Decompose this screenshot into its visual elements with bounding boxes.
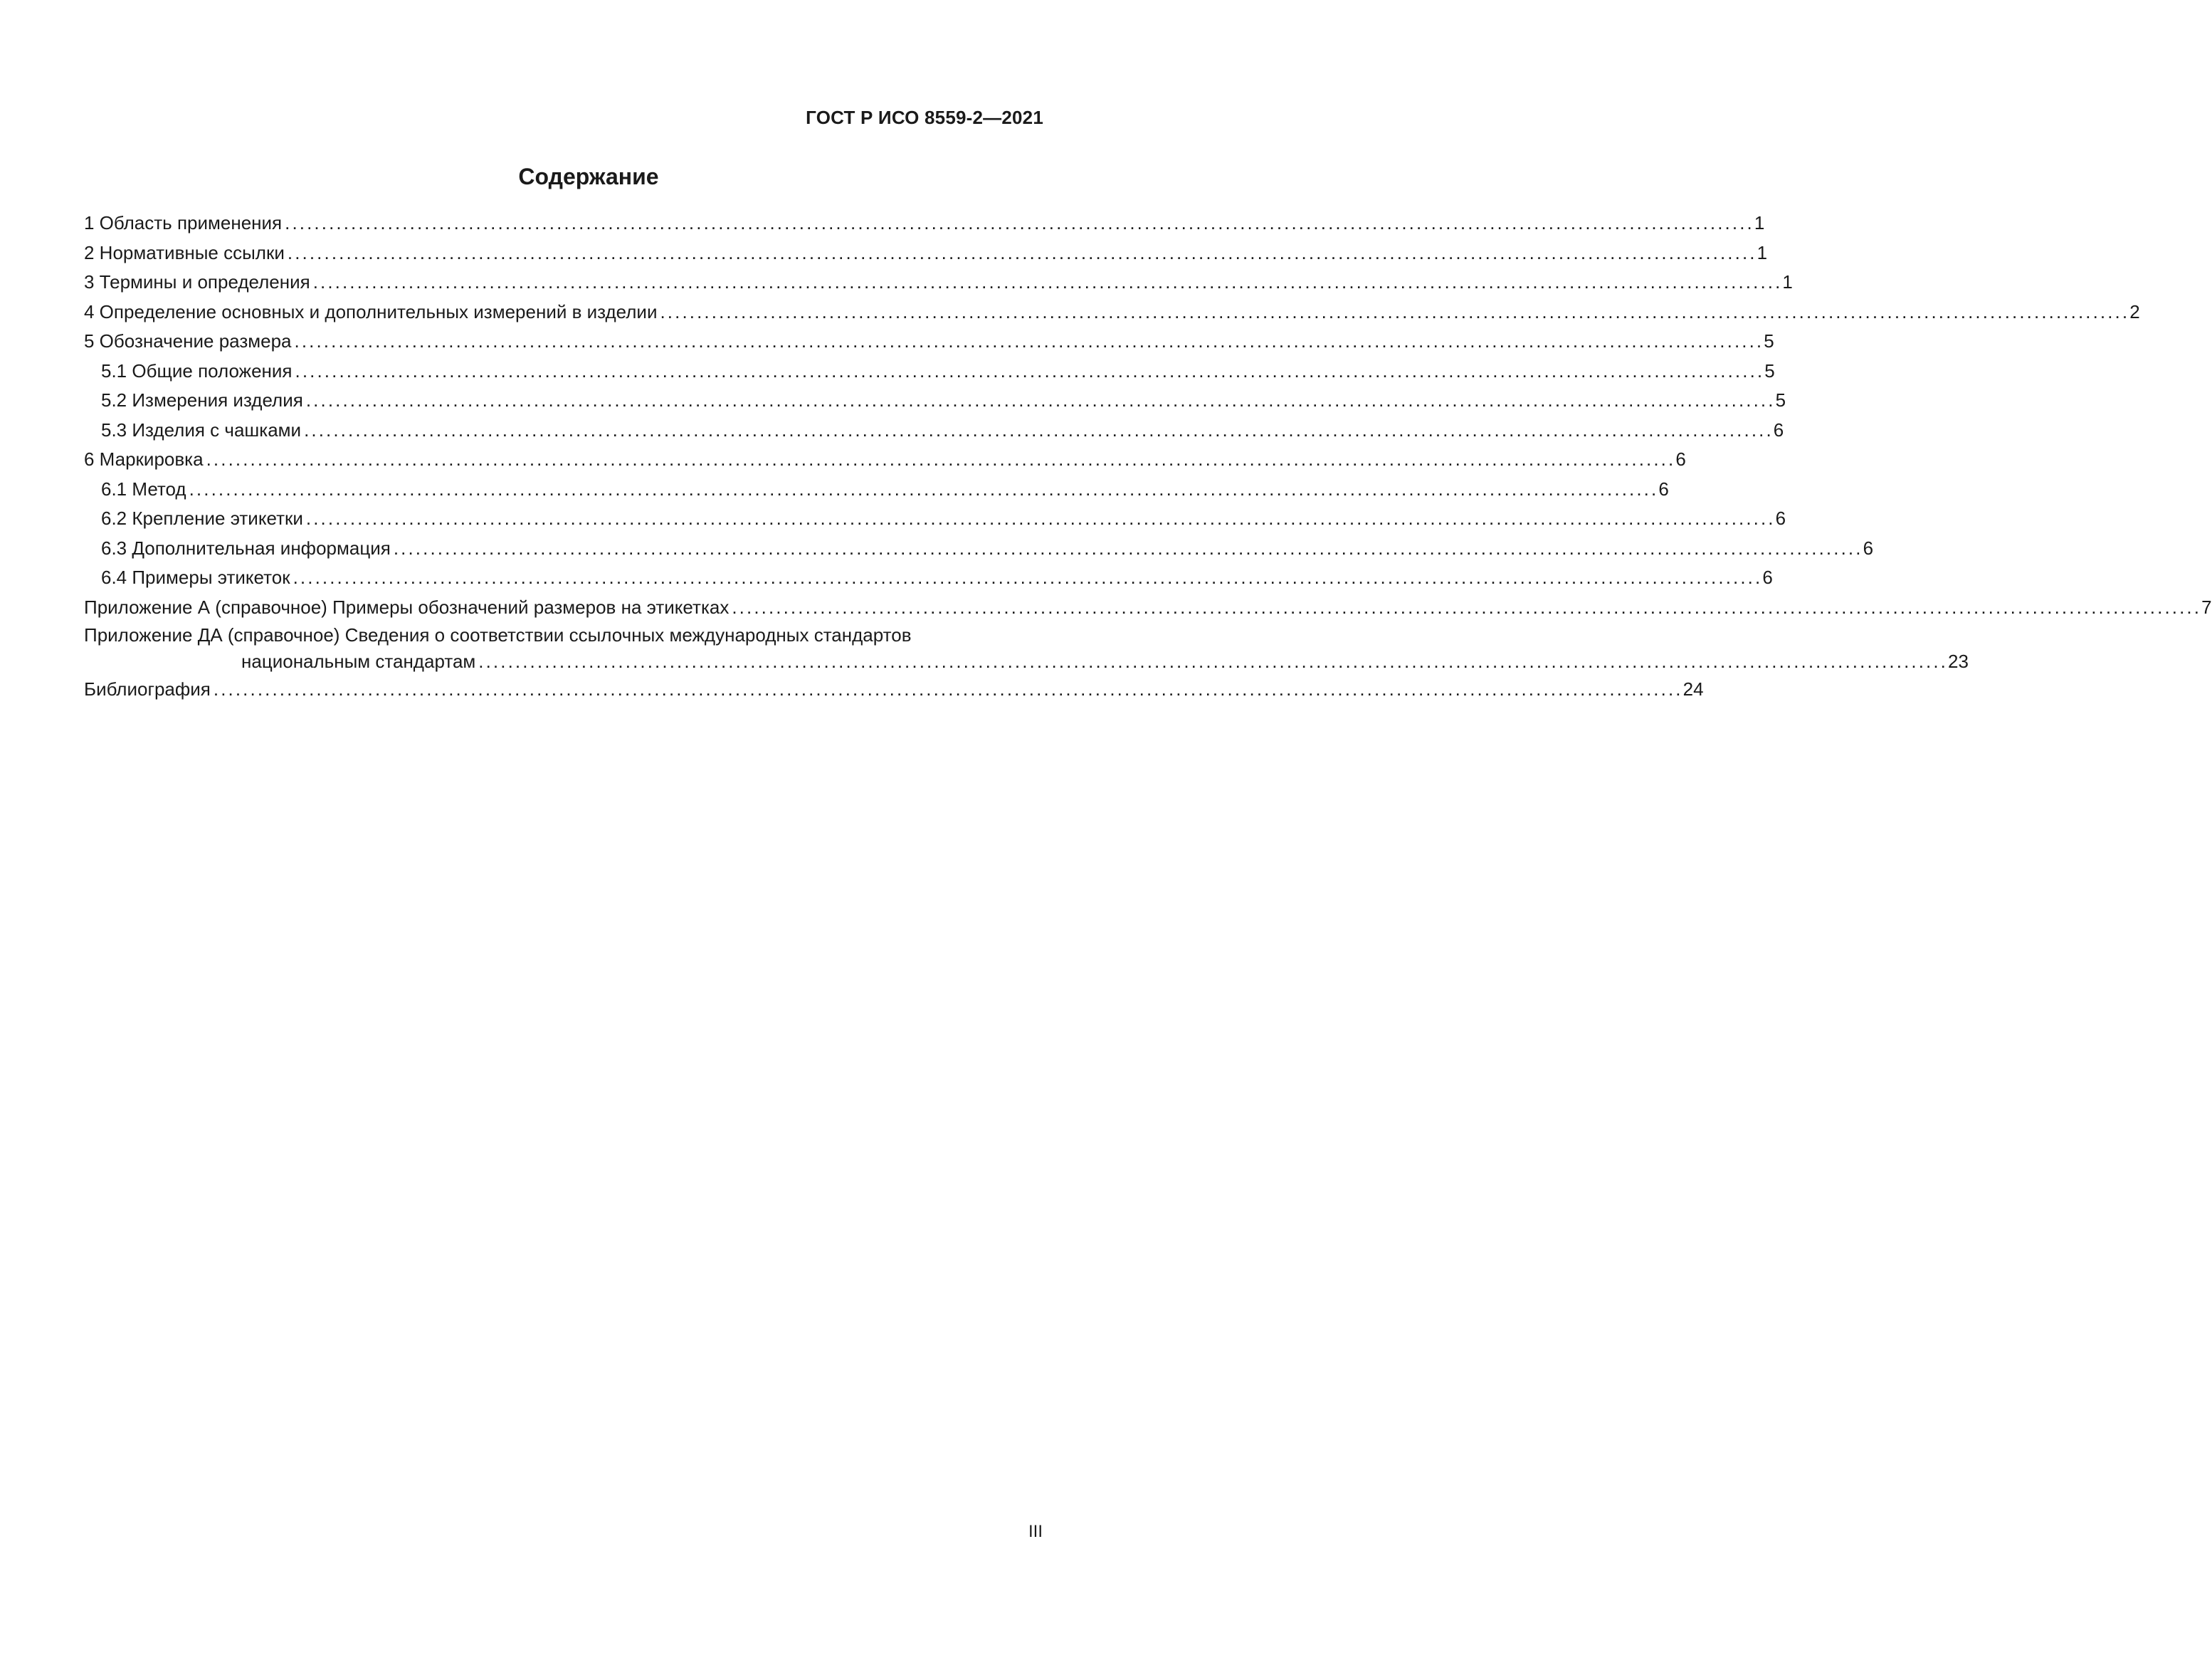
toc-entry-page: 5 <box>1764 330 1774 352</box>
leader-dots: ........................................................................................................................................................................................................ <box>287 241 1757 263</box>
toc-entry-label: 5.3 Изделия с чашками <box>101 419 302 441</box>
toc-entry-page: 6 <box>1863 537 1874 559</box>
table-of-contents <box>84 209 2212 705</box>
toc-entry-label: 6.4 Примеры этикеток <box>101 567 290 588</box>
toc-entry-label-line1: Приложение ДА (справочное) Сведения о соответствии ссылочных международных стандартов <box>84 624 912 646</box>
toc-entry-label: Библиография <box>84 678 211 700</box>
toc-entry-label: 4 Определение основных и дополнительных измерений в изделии <box>84 300 658 322</box>
toc-subentry[interactable] <box>84 534 1874 564</box>
toc-entry-annex-da[interactable] <box>84 622 1969 675</box>
leader-dots: ........................................................................................................................................................................................................ <box>660 300 2130 322</box>
toc-entry-bibliography[interactable] <box>84 675 1704 705</box>
toc-subentry[interactable] <box>84 563 1773 593</box>
toc-entry[interactable] <box>84 327 1774 357</box>
leader-dots: ........................................................................................................................................................................................................ <box>305 389 1776 411</box>
toc-subentry[interactable] <box>84 386 1786 416</box>
toc-entry-page: 6 <box>1773 419 1784 441</box>
leader-dots: ........................................................................................................................................................................................................ <box>304 419 1774 441</box>
toc-entry-page: 6 <box>1762 567 1773 588</box>
leader-dots: ........................................................................................................................................................................................................ <box>189 478 1659 500</box>
leader-dots: ........................................................................................................................................................................................................ <box>293 567 1763 588</box>
toc-entry-page: 5 <box>1775 389 1786 411</box>
toc-subentry[interactable] <box>84 416 1784 446</box>
toc-entry-page: 6 <box>1775 508 1786 529</box>
toc-entry-label: 6.3 Дополнительная информация <box>101 537 391 559</box>
toc-entry-label: 6 Маркировка <box>84 448 204 470</box>
leader-dots: ........................................................................................................................................................................................................ <box>393 537 1863 559</box>
toc-entry-label: 2 Нормативные ссылки <box>84 241 285 263</box>
toc-entry-page: 1 <box>1757 241 1768 263</box>
toc-entry-page: 7 <box>2201 596 2212 618</box>
leader-dots: ........................................................................................................................................................................................................ <box>478 651 1949 672</box>
leader-dots: ........................................................................................................................................................................................................ <box>294 330 1764 352</box>
toc-entry-page: 23 <box>1948 651 1969 672</box>
document-code: ГОСТ Р ИСО 8559-2—2021 <box>806 107 1043 128</box>
toc-entry-label: 6.1 Метод <box>101 478 186 500</box>
toc-entry[interactable] <box>84 593 2212 623</box>
leader-dots: ........................................................................................................................................................................................................ <box>312 271 1783 293</box>
toc-entry-label: Приложение А (справочное) Примеры обозначений размеров на этикетках <box>84 596 730 618</box>
toc-entry-label: 1 Область применения <box>84 212 283 233</box>
toc-entry-label: 6.2 Крепление этикетки <box>101 508 303 529</box>
toc-entry-page: 1 <box>1754 212 1765 233</box>
toc-entry-page: 6 <box>1675 448 1686 470</box>
toc-entry[interactable] <box>84 209 1765 238</box>
toc-entry[interactable] <box>84 298 2140 327</box>
toc-entry-label: 5.1 Общие положения <box>101 359 293 382</box>
toc-entry-page: 6 <box>1658 478 1669 500</box>
toc-entry-page: 2 <box>2129 300 2140 322</box>
leader-dots: ........................................................................................................................................................................................................ <box>285 212 1754 233</box>
leader-dots: ........................................................................................................................................................................................................ <box>295 359 1765 382</box>
toc-entry[interactable] <box>84 238 1768 268</box>
toc-entry-label-line2: национальным стандартам <box>241 651 476 672</box>
toc-entry[interactable] <box>84 445 1686 475</box>
leader-dots: ........................................................................................................................................................................................................ <box>305 508 1776 529</box>
leader-dots: ........................................................................................................................................................................................................ <box>732 596 2202 618</box>
toc-entry-label: 5.2 Измерения изделия <box>101 389 303 411</box>
toc-entry-page: 24 <box>1682 678 1704 700</box>
toc-entry-page: 5 <box>1764 359 1775 382</box>
toc-entry[interactable] <box>84 268 1793 298</box>
toc-entry-page: 1 <box>1782 271 1793 293</box>
toc-title: Содержание <box>518 164 659 189</box>
toc-subentry[interactable] <box>84 475 1669 505</box>
toc-subentry[interactable] <box>84 357 1775 387</box>
toc-subentry[interactable] <box>84 504 1786 534</box>
leader-dots: ........................................................................................................................................................................................................ <box>213 678 1683 700</box>
page-number: III <box>1028 1522 1043 1541</box>
leader-dots: ........................................................................................................................................................................................................ <box>206 448 1676 470</box>
toc-entry-label: 3 Термины и определения <box>84 271 310 293</box>
toc-entry-label: 5 Обозначение размера <box>84 330 292 352</box>
